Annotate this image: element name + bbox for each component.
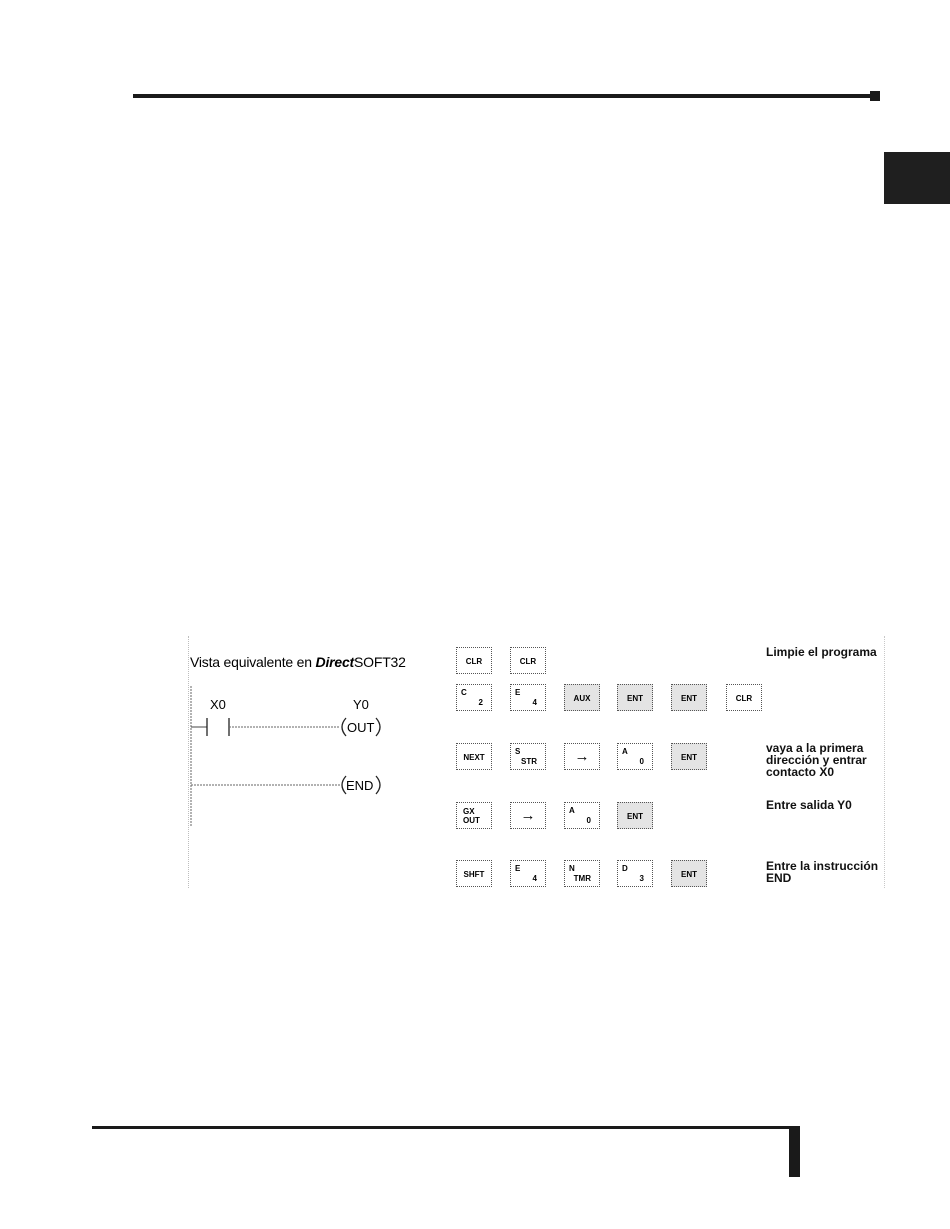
- key-a-0: [564, 802, 600, 829]
- key-label: CLR: [735, 694, 753, 703]
- coil-y0-label: Y0: [353, 697, 369, 712]
- key-e-4: [510, 684, 546, 711]
- key-arrow: [510, 802, 546, 829]
- ladder-title-prefix: Vista equivalente en: [190, 654, 316, 670]
- key-bottom-label: 0: [639, 757, 644, 766]
- key-label: ENT: [627, 694, 643, 703]
- key-ent: [617, 802, 653, 829]
- figure-right-border: [884, 636, 885, 888]
- header-rule: [133, 94, 871, 98]
- key-a-0: [617, 743, 653, 770]
- key-arrow: [564, 743, 600, 770]
- key-bottom-label: 4: [532, 874, 537, 883]
- note-line: Entre la instrucción: [766, 859, 879, 873]
- key-e-4: [510, 860, 546, 887]
- key-clr: [726, 684, 762, 711]
- key-bottom-label: 0: [586, 816, 591, 825]
- key-d-3: [617, 860, 653, 887]
- key-shft: [456, 860, 492, 887]
- right-arrow-icon: →: [574, 748, 590, 765]
- key-label: ENT: [681, 694, 697, 703]
- key-gx-out: [456, 802, 492, 829]
- key-bottom-label: 2: [478, 698, 483, 707]
- key-top-label: N: [569, 864, 575, 873]
- note-line: dirección y entrar: [766, 753, 867, 767]
- key-clr: [456, 647, 492, 674]
- key-bottom-label: 3: [639, 874, 644, 883]
- note-first-address: [766, 742, 867, 778]
- key-bottom-label: STR: [521, 757, 537, 766]
- key-c-2: [456, 684, 492, 711]
- key-label: AUX: [573, 694, 591, 703]
- key-next: [456, 743, 492, 770]
- note-line: vaya a la primera: [766, 741, 864, 755]
- end-instruction-text: END: [346, 778, 374, 793]
- key-ent: [671, 684, 707, 711]
- key-top-label: A: [569, 806, 575, 815]
- note-clear-program: [766, 646, 877, 658]
- note-line: Limpie el programa: [766, 645, 877, 659]
- key-s-str: [510, 743, 546, 770]
- key-label: CLR: [465, 657, 483, 666]
- note-end-instruction: [766, 860, 878, 884]
- chapter-tab: [884, 152, 950, 204]
- key-top-label: A: [622, 747, 628, 756]
- key-aux: [564, 684, 600, 711]
- ladder-view-title: [190, 654, 406, 670]
- note-line: Entre salida Y0: [766, 798, 852, 812]
- key-label: ENT: [681, 753, 697, 762]
- key-n-tmr: [564, 860, 600, 887]
- key-bottom-label: OUT: [463, 816, 480, 825]
- key-label: ENT: [627, 812, 643, 821]
- key-clr: [510, 647, 546, 674]
- key-top-label: C: [461, 688, 467, 697]
- contact-x0-label: X0: [210, 697, 226, 712]
- note-output-y0: [766, 799, 852, 811]
- footer-page-tab: [789, 1126, 800, 1177]
- key-top-label: D: [622, 864, 628, 873]
- coil-out-left-arc: [342, 718, 346, 736]
- key-top-label: E: [515, 688, 521, 697]
- ladder-title-suffix: SOFT32: [354, 654, 406, 670]
- key-ent: [617, 684, 653, 711]
- key-label: NEXT: [463, 753, 485, 762]
- footer-rule: [92, 1126, 792, 1129]
- key-label: ENT: [681, 870, 697, 879]
- key-top-label: E: [515, 864, 521, 873]
- key-ent: [671, 743, 707, 770]
- header-rule-end-marker: [870, 91, 880, 101]
- key-bottom-label: 4: [532, 698, 537, 707]
- right-arrow-icon: →: [520, 807, 536, 824]
- key-top-label: GX: [463, 807, 475, 816]
- ladder-diagram: [185, 680, 415, 830]
- note-line: END: [766, 871, 792, 885]
- coil-out-right-arc: [376, 718, 380, 736]
- coil-out-text: OUT: [347, 720, 375, 735]
- key-label: CLR: [519, 657, 537, 666]
- end-right-arc: [376, 776, 380, 794]
- note-line: contacto X0: [766, 765, 835, 779]
- key-bottom-label: TMR: [573, 874, 591, 883]
- key-label: SHFT: [463, 870, 485, 879]
- ladder-title-emphasis: Direct: [315, 654, 355, 670]
- key-ent: [671, 860, 707, 887]
- key-top-label: S: [515, 747, 521, 756]
